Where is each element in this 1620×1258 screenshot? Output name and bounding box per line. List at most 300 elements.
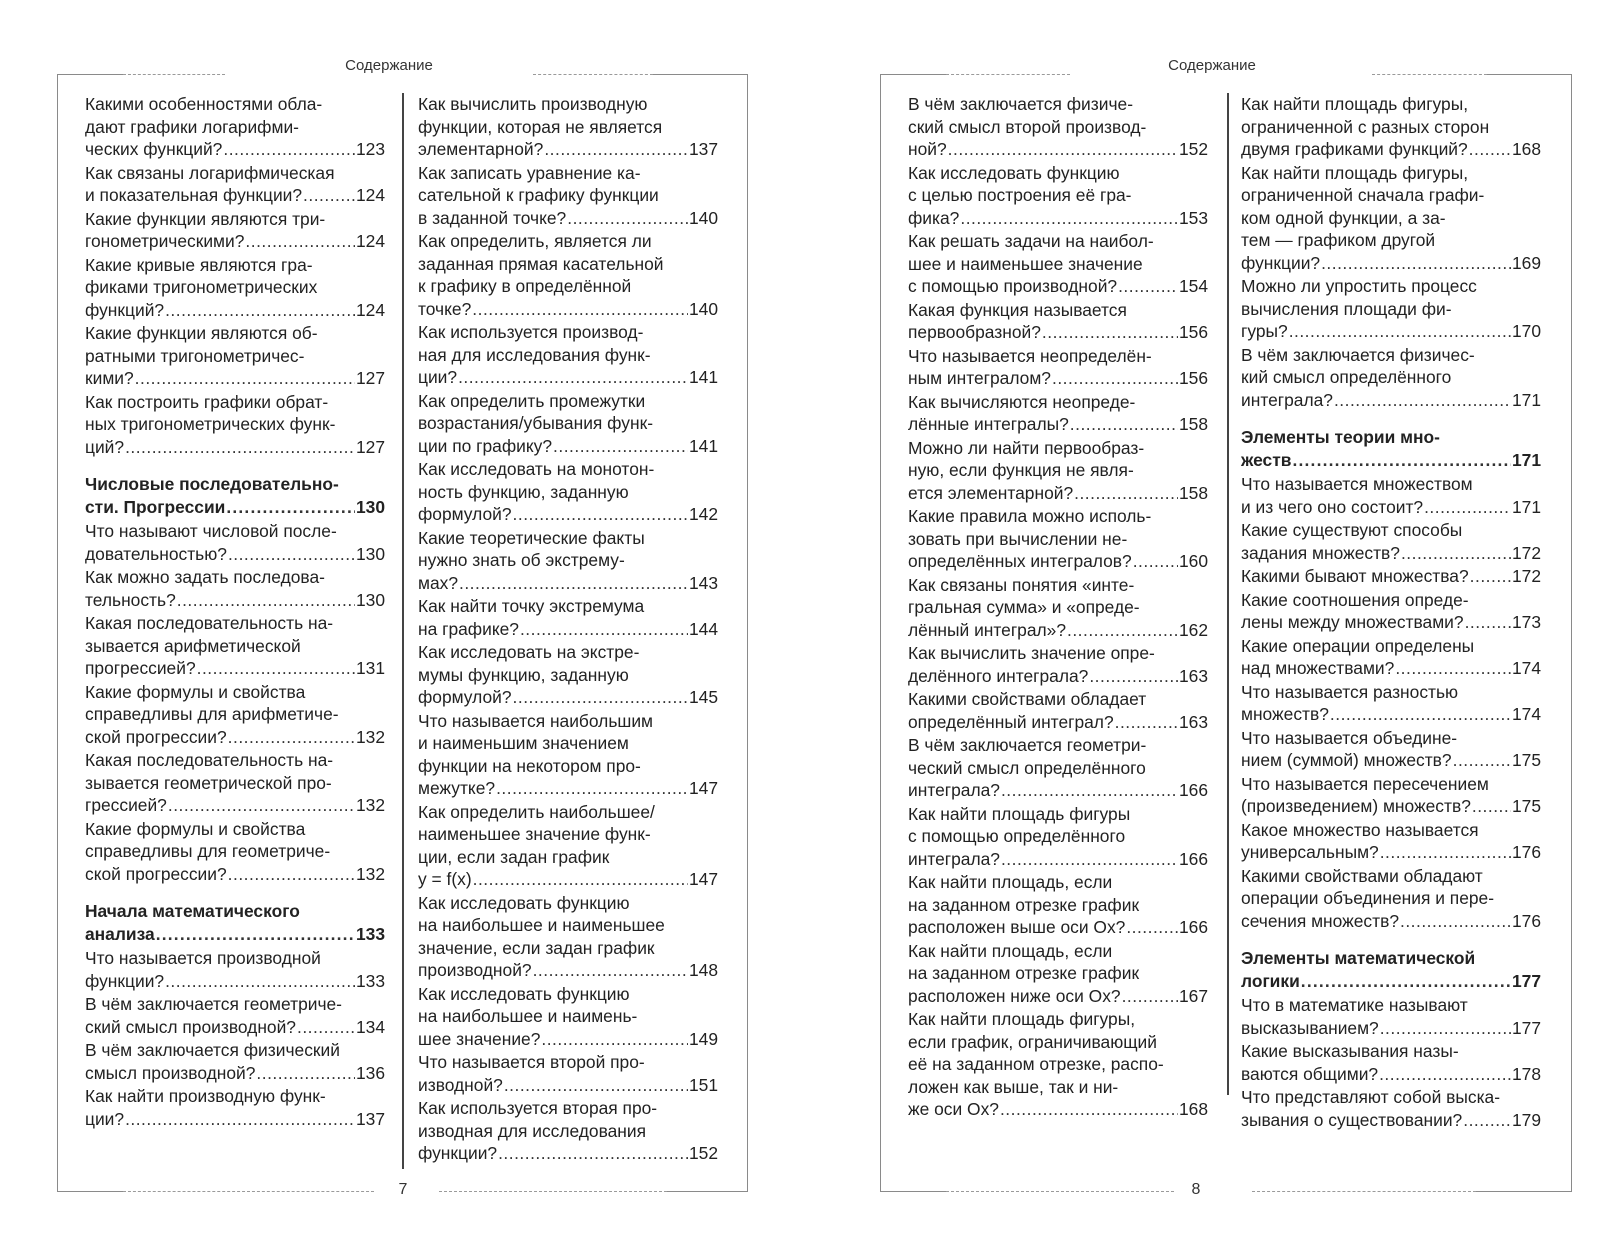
header-rule bbox=[57, 74, 123, 75]
entry-page-number: 173 bbox=[1511, 612, 1541, 632]
entry-text-line: ность функцию, заданную bbox=[418, 481, 629, 502]
entry-page-number: 156 bbox=[1178, 322, 1208, 342]
entry-page-number: 175 bbox=[1511, 796, 1541, 816]
entry-text-line: Какие соотношения опреде- bbox=[1241, 589, 1469, 610]
entry-page-number: 177 bbox=[1511, 1017, 1541, 1038]
entry-last-line bbox=[85, 1108, 385, 1131]
dot-leader bbox=[135, 367, 355, 390]
entry-text-line: возрастания/убывания функ- bbox=[418, 413, 653, 433]
toc-section-heading bbox=[85, 900, 385, 945]
toc-entry bbox=[1241, 473, 1541, 518]
toc-entry bbox=[418, 162, 718, 230]
entry-page-number: 134 bbox=[355, 1016, 385, 1037]
toc-entry bbox=[1241, 565, 1541, 588]
entry-text-line: Что называют числовой после- bbox=[85, 521, 337, 541]
entry-text-line: формулой? bbox=[418, 504, 512, 524]
entry-page-number: 123 bbox=[355, 139, 385, 159]
dot-leader bbox=[1000, 1098, 1178, 1121]
entry-page-number: 147 bbox=[688, 869, 718, 889]
entry-text-line: Числовые последовательно- bbox=[85, 474, 339, 494]
entry-text-line: ным интегралом? bbox=[908, 368, 1051, 388]
entry-text-line: справедливы для геометриче- bbox=[85, 841, 331, 861]
dot-leader bbox=[1380, 1017, 1511, 1040]
entry-last-line bbox=[1241, 749, 1541, 772]
entry-text-line: Как исследовать функцию bbox=[418, 983, 630, 1004]
footer-rule bbox=[880, 1191, 946, 1192]
entry-page-number: 132 bbox=[355, 795, 385, 815]
entry-last-line bbox=[1241, 496, 1541, 519]
toc-entry bbox=[1241, 865, 1541, 933]
entry-text-line: расположен выше оси Ox? bbox=[908, 917, 1126, 937]
dot-leader bbox=[513, 686, 688, 709]
entry-last-line bbox=[1241, 389, 1541, 412]
entry-text-line: Какие формулы и свойства bbox=[85, 681, 306, 702]
entry-text-line: и наименьшим значением bbox=[418, 733, 629, 753]
entry-last-line bbox=[418, 686, 718, 709]
entry-page-number: 171 bbox=[1511, 449, 1541, 470]
entry-last-line bbox=[85, 543, 385, 566]
header-rule bbox=[533, 74, 653, 75]
entry-text-line: на наибольшее и наимень- bbox=[418, 1006, 638, 1026]
toc-entry bbox=[418, 710, 718, 800]
entry-text-line: с целью построения её гра- bbox=[908, 185, 1132, 205]
entry-text-line: Как исследовать на монотон- bbox=[418, 459, 655, 479]
entry-page-number: 136 bbox=[355, 1062, 385, 1083]
dot-leader bbox=[1379, 1063, 1511, 1086]
entry-page-number: 127 bbox=[355, 436, 385, 457]
entry-page-number: 152 bbox=[1178, 139, 1208, 159]
entry-text-line: зывания о существовании? bbox=[1241, 1109, 1463, 1130]
entry-text-line: к графику в определённой bbox=[418, 276, 632, 296]
page-7 bbox=[57, 57, 748, 1198]
entry-text-line: Как найти площадь фигуры bbox=[908, 803, 1131, 824]
dot-leader bbox=[1067, 619, 1178, 642]
entry-page-number: 148 bbox=[688, 960, 718, 980]
entry-last-line bbox=[418, 572, 718, 595]
toc-entry bbox=[418, 230, 718, 320]
entry-page-number: 145 bbox=[688, 687, 718, 707]
entry-last-line bbox=[908, 367, 1208, 390]
column-divider bbox=[402, 93, 404, 1169]
entry-page-number: 141 bbox=[688, 435, 718, 456]
entry-page-number: 166 bbox=[1178, 780, 1208, 800]
entry-last-line bbox=[85, 299, 385, 322]
entry-text-line: вычисления площади фи- bbox=[1241, 298, 1452, 319]
dot-leader bbox=[504, 1074, 688, 1097]
entry-last-line bbox=[85, 589, 385, 612]
entry-text-line: Элементы математической bbox=[1241, 948, 1476, 968]
entry-text-line: Что называется производной bbox=[85, 948, 321, 968]
dot-leader bbox=[1453, 749, 1511, 772]
entry-text-line: зовать при вычислении не- bbox=[908, 528, 1128, 549]
entry-text-line: задания множеств? bbox=[1241, 542, 1400, 563]
entry-page-number: 176 bbox=[1511, 842, 1541, 862]
dot-leader bbox=[303, 184, 355, 207]
header-rule bbox=[123, 74, 225, 75]
entry-last-line bbox=[85, 726, 385, 749]
entry-page-number: 154 bbox=[1178, 276, 1208, 296]
entry-last-line bbox=[418, 1074, 718, 1097]
entry-last-line bbox=[85, 496, 385, 519]
entry-last-line bbox=[418, 207, 718, 230]
entry-text-line: Что представляют собой выска- bbox=[1241, 1087, 1501, 1107]
entry-last-line bbox=[1241, 910, 1541, 933]
entry-page-number: 160 bbox=[1178, 551, 1208, 571]
entry-text-line: фиками тригонометрических bbox=[85, 277, 318, 297]
toc-entry bbox=[1241, 1086, 1541, 1131]
entry-page-number: 169 bbox=[1511, 252, 1541, 273]
entry-text-line: Можно ли найти первообраз- bbox=[908, 437, 1145, 458]
entry-last-line bbox=[85, 657, 385, 680]
footer-rule bbox=[123, 1191, 374, 1192]
entry-last-line bbox=[1241, 449, 1541, 472]
entry-page-number: 171 bbox=[1511, 389, 1541, 410]
entry-text-line: анализа bbox=[85, 923, 155, 944]
toc-entry bbox=[908, 437, 1208, 505]
entry-text-line: грессией? bbox=[85, 795, 167, 815]
entry-text-line: функций? bbox=[85, 299, 165, 320]
entry-text-line: ной? bbox=[908, 139, 947, 159]
entry-text-line: ную, если функция не явля- bbox=[908, 460, 1134, 480]
toc-entry bbox=[85, 391, 385, 459]
entry-text-line: с помощью производной? bbox=[908, 276, 1118, 296]
entry-page-number: 167 bbox=[1178, 985, 1208, 1006]
dot-leader bbox=[1424, 496, 1511, 519]
entry-last-line bbox=[1241, 252, 1541, 275]
entry-text-line: расположен ниже оси Ox? bbox=[908, 985, 1121, 1006]
dot-leader bbox=[458, 366, 688, 389]
toc-entry bbox=[908, 93, 1208, 161]
entry-page-number: 140 bbox=[688, 298, 718, 319]
entry-text-line: лённый интеграл»? bbox=[908, 619, 1067, 640]
toc-entry bbox=[85, 162, 385, 207]
entry-last-line bbox=[908, 321, 1208, 344]
entry-page-number: 175 bbox=[1511, 750, 1541, 770]
entry-text-line: Что называется множеством bbox=[1241, 474, 1473, 494]
toc-entry bbox=[85, 681, 385, 749]
dot-leader bbox=[1301, 970, 1511, 993]
entry-page-number: 172 bbox=[1511, 542, 1541, 563]
entry-text-line: Какие операции определены bbox=[1241, 635, 1475, 656]
toc-entry bbox=[908, 230, 1208, 298]
toc-entry bbox=[418, 458, 718, 526]
dot-leader bbox=[1380, 841, 1511, 864]
dot-leader bbox=[297, 1016, 355, 1039]
toc-entry bbox=[85, 947, 385, 992]
entry-text-line: шее значение? bbox=[418, 1028, 541, 1049]
entry-last-line bbox=[85, 1062, 385, 1085]
entry-last-line bbox=[908, 711, 1208, 734]
entry-text-line: функции? bbox=[418, 1143, 498, 1163]
entry-text-line: сечения множеств? bbox=[1241, 910, 1400, 931]
entry-text-line: Как построить графики обрат- bbox=[85, 391, 329, 412]
toc-entry bbox=[1241, 93, 1541, 161]
entry-page-number: 137 bbox=[688, 139, 718, 159]
entry-page-number: 163 bbox=[1178, 711, 1208, 732]
entry-page-number: 171 bbox=[1511, 496, 1541, 517]
toc-column-1 bbox=[85, 93, 385, 1131]
entry-text-line: справедливы для арифметиче- bbox=[85, 704, 339, 724]
entry-text-line: Как найти площадь фигуры, bbox=[1241, 94, 1469, 114]
entry-text-line: Какими свойствами обладают bbox=[1241, 865, 1483, 886]
entry-text-line: интеграла? bbox=[908, 848, 1000, 869]
entry-text-line: ческих функций? bbox=[85, 139, 223, 159]
entry-text-line: Какими особенностями обла- bbox=[85, 94, 323, 114]
entry-text-line: функции, которая не является bbox=[418, 116, 663, 137]
entry-last-line bbox=[908, 619, 1208, 642]
dot-leader bbox=[1089, 665, 1178, 688]
toc-entry bbox=[418, 641, 718, 709]
entry-text-line: тем — графиком другой bbox=[1241, 230, 1436, 250]
toc-entry bbox=[85, 520, 385, 565]
entry-page-number: 131 bbox=[355, 658, 385, 678]
entry-last-line bbox=[908, 779, 1208, 802]
dot-leader bbox=[1001, 848, 1178, 871]
entry-text-line: логики bbox=[1241, 970, 1300, 991]
entry-last-line bbox=[1241, 1017, 1541, 1040]
entry-last-line bbox=[418, 618, 718, 641]
dot-leader bbox=[496, 777, 688, 800]
entry-text-line: если график, ограничивающий bbox=[908, 1031, 1157, 1052]
entry-last-line bbox=[418, 1142, 718, 1165]
entry-text-line: интеграла? bbox=[1241, 389, 1333, 410]
entry-page-number: 152 bbox=[688, 1143, 718, 1163]
entry-text-line: множеств? bbox=[1241, 704, 1329, 724]
entry-text-line: Что называется наибольшим bbox=[418, 710, 654, 731]
entry-last-line bbox=[1241, 611, 1541, 634]
entry-last-line bbox=[85, 184, 385, 207]
toc-entry bbox=[85, 993, 385, 1038]
entry-text-line: Какие функции являются об- bbox=[85, 323, 318, 343]
toc-entry bbox=[85, 612, 385, 680]
entry-text-line: ком одной функции, а за- bbox=[1241, 207, 1446, 228]
entry-text-line: ограниченной сначала графи- bbox=[1241, 185, 1485, 205]
entry-text-line: её на заданном отрезке, распо- bbox=[908, 1054, 1164, 1074]
dot-leader bbox=[1472, 795, 1511, 818]
toc-entry bbox=[908, 688, 1208, 733]
entry-page-number: 124 bbox=[355, 231, 385, 251]
toc-entry bbox=[908, 734, 1208, 802]
toc-entry bbox=[1241, 994, 1541, 1039]
dot-leader bbox=[125, 436, 355, 459]
entry-text-line: сти. Прогрессии bbox=[85, 496, 226, 517]
entry-text-line: сательной к графику функции bbox=[418, 185, 659, 205]
entry-text-line: Начала математического bbox=[85, 901, 300, 921]
entry-text-line: мах? bbox=[418, 572, 458, 593]
dot-leader bbox=[1463, 1109, 1511, 1132]
toc-entry bbox=[908, 505, 1208, 573]
entry-page-number: 141 bbox=[688, 367, 718, 387]
entry-text-line: В чём заключается физический bbox=[85, 1040, 340, 1060]
entry-last-line bbox=[418, 298, 718, 321]
toc-entry bbox=[1241, 727, 1541, 772]
entry-text-line: делённого интеграла? bbox=[908, 665, 1089, 686]
toc-entry bbox=[908, 940, 1208, 1008]
entry-text-line: Как найти площадь, если bbox=[908, 940, 1113, 961]
dot-leader bbox=[177, 589, 355, 612]
entry-text-line: и из чего оно состоит? bbox=[1241, 496, 1424, 517]
entry-text-line: дают графики логарифми- bbox=[85, 116, 299, 137]
entry-text-line: Как найти площадь, если bbox=[908, 872, 1113, 892]
toc-entry bbox=[908, 803, 1208, 871]
entry-last-line bbox=[1241, 1109, 1541, 1132]
entry-last-line bbox=[418, 366, 718, 389]
entry-text-line: Что называется второй про- bbox=[418, 1052, 645, 1072]
entry-page-number: 170 bbox=[1511, 321, 1541, 341]
entry-text-line: Как вычислить значение опре- bbox=[908, 643, 1155, 663]
entry-text-line: Какие высказывания назы- bbox=[1241, 1041, 1459, 1061]
entry-text-line: нием (суммой) множеств? bbox=[1241, 750, 1452, 770]
entry-text-line: Как связаны понятия «инте- bbox=[908, 574, 1135, 595]
entry-last-line bbox=[85, 794, 385, 817]
entry-page-number: 124 bbox=[355, 299, 385, 320]
entry-page-number: 156 bbox=[1178, 368, 1208, 388]
toc-entry bbox=[908, 1008, 1208, 1121]
entry-text-line: Как записать уравнение ка- bbox=[418, 162, 641, 183]
entry-last-line bbox=[418, 503, 718, 526]
entry-text-line: Какая функция называется bbox=[908, 299, 1127, 320]
dot-leader bbox=[498, 1142, 688, 1165]
entry-text-line: шее и наименьшее значение bbox=[908, 253, 1143, 274]
page-8 bbox=[880, 57, 1572, 1198]
entry-page-number: 158 bbox=[1178, 414, 1208, 434]
entry-text-line: ложен как выше, так и ни- bbox=[908, 1076, 1119, 1097]
entry-text-line: Что называется разностью bbox=[1241, 681, 1459, 702]
toc-entry bbox=[85, 254, 385, 322]
toc-entry bbox=[418, 801, 718, 891]
dot-leader bbox=[948, 138, 1178, 161]
entry-text-line: элементарной? bbox=[418, 139, 544, 159]
dot-leader bbox=[1133, 550, 1178, 573]
dot-leader bbox=[226, 496, 355, 519]
entry-page-number: 168 bbox=[1178, 1099, 1208, 1119]
toc-entry bbox=[85, 208, 385, 253]
entry-last-line bbox=[908, 985, 1208, 1008]
dot-leader bbox=[1470, 565, 1511, 588]
entry-last-line bbox=[1241, 542, 1541, 565]
entry-text-line: гуры? bbox=[1241, 321, 1288, 341]
entry-text-line: формулой? bbox=[418, 687, 512, 707]
toc-entry bbox=[418, 983, 718, 1051]
entry-text-line: определённый интеграл? bbox=[908, 711, 1114, 732]
entry-last-line bbox=[908, 848, 1208, 871]
entry-text-line: функции? bbox=[1241, 252, 1321, 273]
entry-text-line: Как исследовать на экстре- bbox=[418, 642, 640, 662]
entry-text-line: зывается арифметической bbox=[85, 635, 301, 656]
entry-text-line: зывается геометрической про- bbox=[85, 772, 332, 793]
dot-leader bbox=[1001, 779, 1178, 802]
entry-page-number: 178 bbox=[1511, 1063, 1541, 1084]
entry-text-line: изводная для исследования bbox=[418, 1120, 647, 1141]
entry-last-line bbox=[85, 970, 385, 993]
footer-rule bbox=[439, 1191, 667, 1192]
toc-entry bbox=[418, 321, 718, 389]
dot-leader bbox=[533, 959, 688, 982]
entry-text-line: высказыванием? bbox=[1241, 1017, 1379, 1038]
entry-last-line bbox=[1241, 657, 1541, 680]
entry-last-line bbox=[1241, 703, 1541, 726]
entry-page-number: 166 bbox=[1178, 917, 1208, 937]
entry-page-number: 177 bbox=[1511, 970, 1541, 991]
entry-text-line: универсальным? bbox=[1241, 842, 1379, 862]
entry-text-line: Какими свойствами обладает bbox=[908, 689, 1147, 709]
entry-text-line: Как исследовать функцию bbox=[418, 892, 630, 913]
entry-text-line: с помощью определённого bbox=[908, 826, 1126, 846]
entry-text-line: на наибольшее и наименьшее bbox=[418, 915, 665, 935]
entry-last-line bbox=[1241, 970, 1541, 993]
dot-leader bbox=[960, 207, 1178, 230]
dot-leader bbox=[165, 299, 355, 322]
entry-text-line: Как вычисляются неопреде- bbox=[908, 391, 1136, 412]
entry-text-line: ский смысл второй производ- bbox=[908, 116, 1147, 137]
entry-page-number: 158 bbox=[1178, 482, 1208, 503]
toc-entry bbox=[908, 391, 1208, 436]
footer-rule bbox=[1252, 1191, 1476, 1192]
dot-leader bbox=[1289, 320, 1511, 343]
entry-page-number: 143 bbox=[688, 572, 718, 593]
entry-page-number: 132 bbox=[355, 726, 385, 747]
toc-section-heading bbox=[85, 473, 385, 518]
entry-text-line: функции на некотором про- bbox=[418, 755, 641, 776]
entry-page-number: 149 bbox=[688, 1028, 718, 1049]
entry-text-line: Какие существуют способы bbox=[1241, 520, 1463, 540]
entry-text-line: в заданной точке? bbox=[418, 207, 567, 228]
dot-leader bbox=[1395, 657, 1511, 680]
footer-rule bbox=[57, 1191, 123, 1192]
entry-text-line: ский смысл производной? bbox=[85, 1016, 296, 1037]
entry-page-number: 172 bbox=[1511, 566, 1541, 586]
dot-leader bbox=[1052, 367, 1178, 390]
toc-column-1 bbox=[908, 93, 1208, 1122]
dot-leader bbox=[228, 726, 355, 749]
dot-leader bbox=[1118, 275, 1178, 298]
entry-text-line: смысл производной? bbox=[85, 1062, 256, 1083]
entry-text-line: Как связаны логарифмическая bbox=[85, 162, 335, 183]
entry-text-line: ции, если задан график bbox=[418, 846, 610, 867]
entry-last-line bbox=[85, 863, 385, 886]
entry-page-number: 127 bbox=[355, 368, 385, 388]
toc-entry bbox=[418, 390, 718, 458]
toc-entry bbox=[1241, 275, 1541, 343]
entry-last-line bbox=[1241, 565, 1541, 588]
entry-text-line: гонометрическими? bbox=[85, 231, 245, 251]
entry-text-line: на заданном отрезке график bbox=[908, 963, 1140, 983]
entry-text-line: (произведением) множеств? bbox=[1241, 796, 1471, 816]
entry-page-number: 163 bbox=[1178, 665, 1208, 686]
column-divider bbox=[1227, 93, 1229, 1095]
entry-text-line: производной? bbox=[418, 960, 532, 980]
entry-text-line: Как решать задачи на наибол- bbox=[908, 231, 1154, 251]
dot-leader bbox=[1469, 138, 1511, 161]
dot-leader bbox=[256, 1062, 355, 1085]
toc-entry bbox=[908, 642, 1208, 687]
entry-last-line bbox=[908, 138, 1208, 161]
entry-text-line: ской прогрессии? bbox=[85, 863, 227, 884]
toc-entry bbox=[908, 574, 1208, 642]
entry-text-line: кий смысл определённого bbox=[1241, 367, 1452, 387]
toc-entry bbox=[1241, 162, 1541, 275]
entry-text-line: ваются общими? bbox=[1241, 1063, 1379, 1084]
entry-last-line bbox=[85, 1016, 385, 1039]
entry-text-line: Что называется неопределён- bbox=[908, 345, 1152, 366]
entry-last-line bbox=[418, 1028, 718, 1051]
footer-rule bbox=[1476, 1191, 1572, 1192]
entry-text-line: Как найти точку экстремума bbox=[418, 596, 645, 616]
header-rule bbox=[880, 74, 946, 75]
entry-text-line: Что в математике называют bbox=[1241, 995, 1468, 1015]
entry-last-line bbox=[1241, 1063, 1541, 1086]
entry-text-line: на графике? bbox=[418, 618, 519, 639]
